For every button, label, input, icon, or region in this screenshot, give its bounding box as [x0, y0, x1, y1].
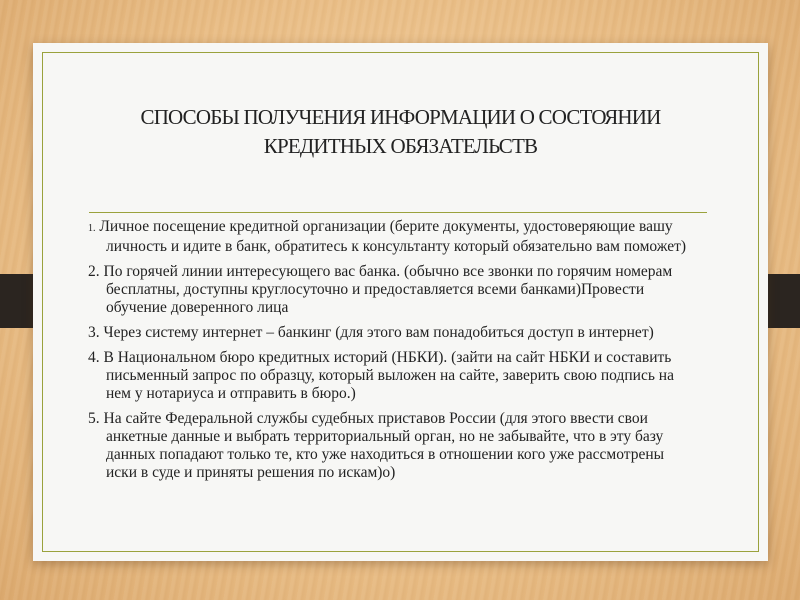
slide — [33, 43, 768, 561]
list-item — [88, 324, 698, 342]
slide-content — [88, 218, 698, 489]
list-item — [88, 263, 698, 317]
slide-title — [73, 103, 728, 161]
slide-title-line-2: КРЕДИТНЫХ ОБЯЗАТЕЛЬСТВ — [263, 134, 538, 158]
list-item — [88, 218, 698, 256]
list-item-text: Личное посещение кредитной организации (берите документы, удостоверяющие вашу личность и идите в банк, обратитесь к консультанту который обязательно вам поможет) — [95, 218, 687, 255]
list-item-text: На сайте Федеральной службы судебных приставов России (для этого ввести свои анкетные данные и выбрать территориальный орган, но не забывайте, что в эту базу данных попадают только те, кто уже находиться в отношении кого уже рассмотрены иски в суде и приняты решения по искам)о) — [99, 410, 665, 481]
list-item-text: Через систему интернет – банкинг (для этого вам понадобиться доступ в интернет) — [99, 324, 654, 341]
list-item-number: 4. — [88, 349, 100, 366]
title-divider — [89, 212, 707, 213]
list-item-text: По горячей линии интересующего вас банка. (обычно все звонки по горячим номерам бесплатны, доступны круглосуточно и предоставляется всеми банками)Провести обучение доверенного лица — [99, 263, 673, 316]
slide-title-line-1: СПОСОБЫ ПОЛУЧЕНИЯ ИНФОРМАЦИИ О СОСТОЯНИИ — [140, 105, 661, 129]
list-item-number: 2. — [88, 263, 100, 280]
list-item — [88, 349, 698, 403]
list-item-text: В Национальном бюро кредитных историй (НБКИ). (зайти на сайт НБКИ и составить письменный запрос по образцу, который выложен на сайте, заверить свою подпись на нем у нотариуса и отправить в бюро.) — [99, 349, 674, 402]
list-item-number: 5. — [88, 410, 100, 427]
list-item-number: 1. — [88, 223, 96, 234]
list-item-number: 3. — [88, 324, 100, 341]
list-item — [88, 410, 698, 482]
